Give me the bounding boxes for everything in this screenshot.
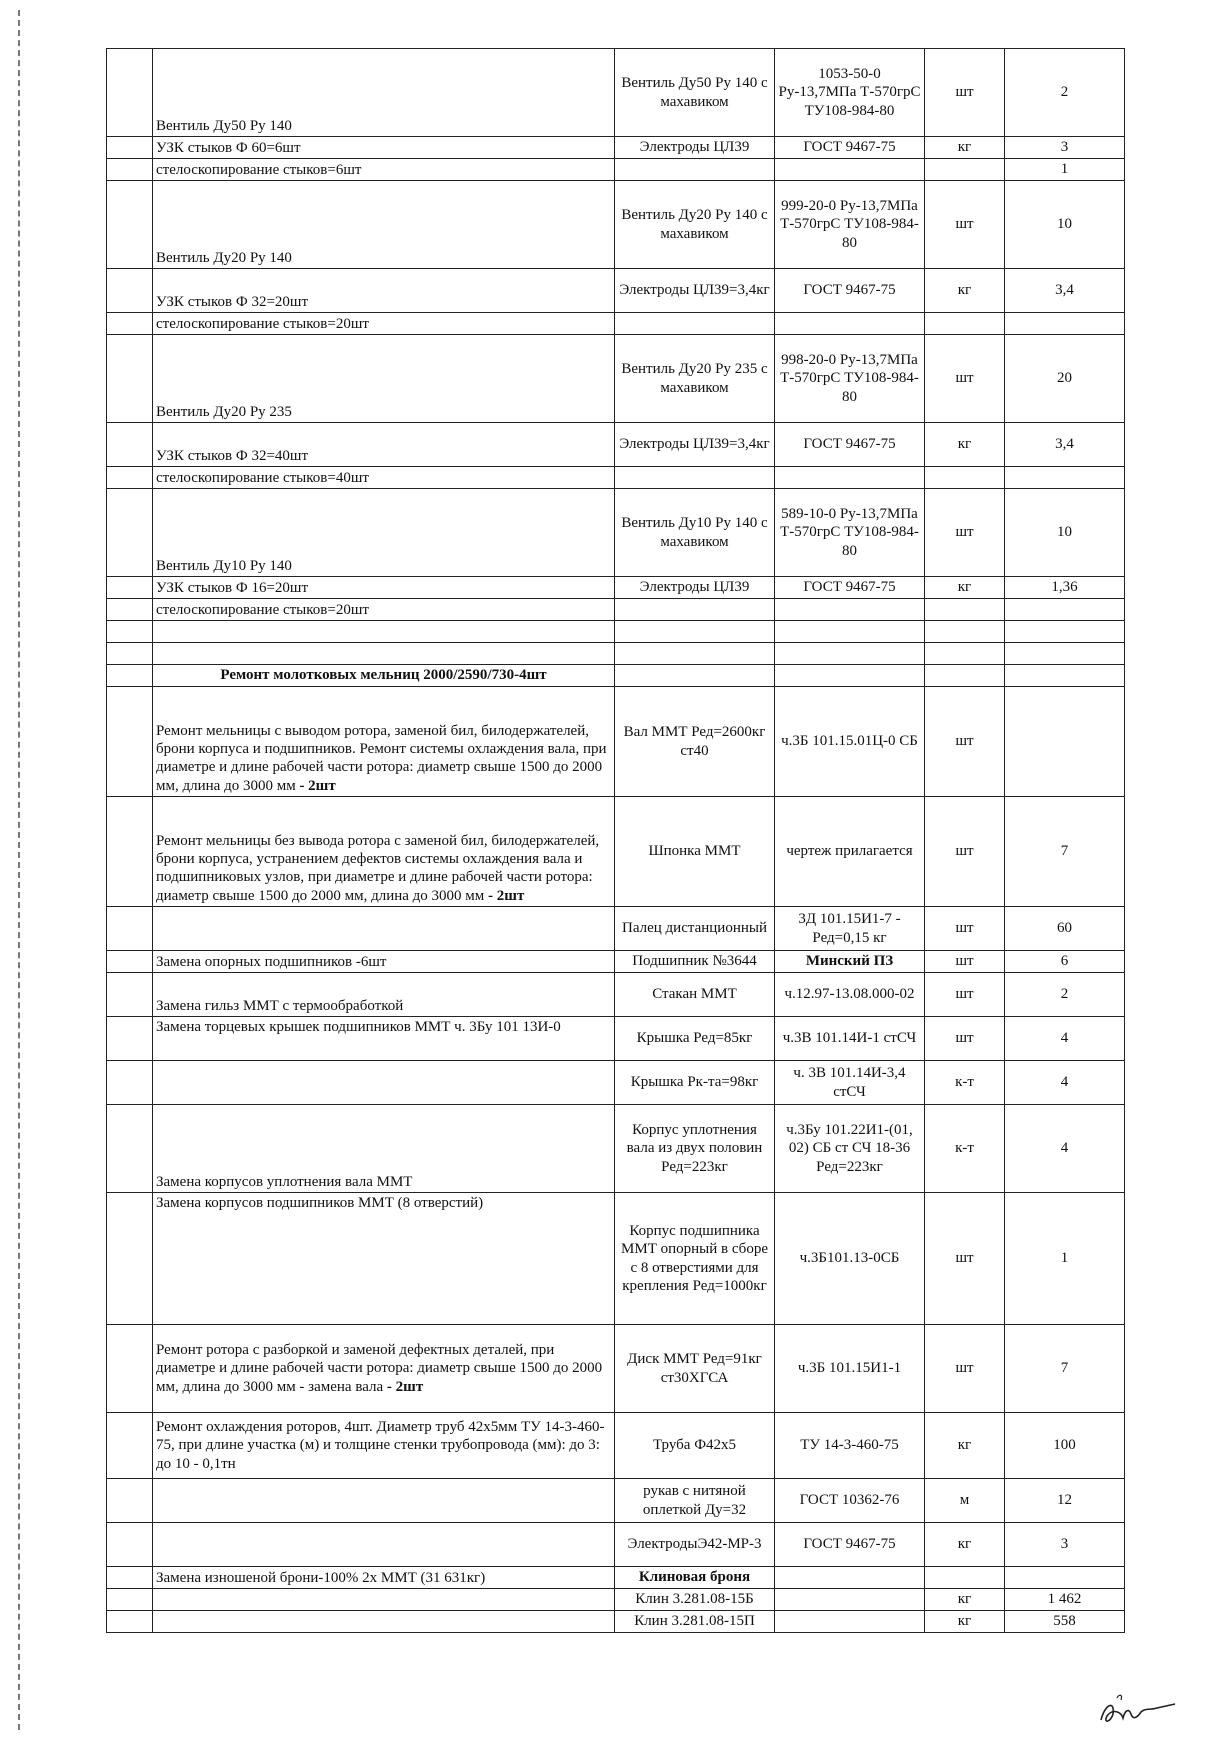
work-description-text: Замена корпусов уплотнения вала ММТ [156, 1173, 413, 1190]
handwritten-signature [1095, 1690, 1185, 1730]
unit-cell: шт [925, 335, 1005, 423]
unit-cell: шт [925, 797, 1005, 907]
work-description-cell [153, 159, 615, 181]
unit-cell: кг [925, 577, 1005, 599]
work-description-text: Вентиль Ду10 Ру 140 [156, 557, 292, 574]
work-description-text: Замена корпусов подшипников ММТ (8 отверстий) [156, 1195, 484, 1211]
material-cell: Вентиль Ду20 Ру 235 с махавиком [615, 335, 775, 423]
table-row [107, 643, 1125, 665]
row-number-cell [107, 907, 153, 951]
work-description-cell [153, 313, 615, 335]
work-description-text: стелоскопирование стыков=40шт [156, 469, 369, 486]
work-description-cell [153, 797, 615, 907]
work-description-cell [153, 1193, 615, 1325]
row-number-cell [107, 269, 153, 313]
unit-cell: шт [925, 1325, 1005, 1413]
row-number-cell [107, 1413, 153, 1479]
row-number-cell [107, 313, 153, 335]
unit-cell: шт [925, 49, 1005, 137]
work-description-text: стелоскопирование стыков=20шт [156, 315, 369, 332]
quantity-cell: 1 462 [1005, 1589, 1125, 1611]
row-number-cell [107, 467, 153, 489]
quantity-cell: 7 [1005, 797, 1125, 907]
work-description-cell [153, 1325, 615, 1413]
unit-cell: к-т [925, 1105, 1005, 1193]
row-number-cell [107, 1523, 153, 1567]
quantity-cell: 6 [1005, 951, 1125, 973]
table-row [107, 467, 1125, 489]
document-cell: Минский ПЗ [775, 951, 925, 973]
material-cell: Электроды ЦЛ39=3,4кг [615, 423, 775, 467]
work-description-cell [153, 1479, 615, 1523]
quantity-cell: 10 [1005, 489, 1125, 577]
quantity-cell: 10 [1005, 181, 1125, 269]
material-cell: Клиновая броня [615, 1567, 775, 1589]
work-description-cell [153, 423, 615, 467]
material-cell [615, 665, 775, 687]
table-row [107, 907, 1125, 951]
row-number-cell [107, 973, 153, 1017]
material-cell: Корпус уплотнения вала из двух половин Ред=223кг [615, 1105, 775, 1193]
table-row [107, 1017, 1125, 1061]
work-description-cell [153, 1611, 615, 1633]
row-number-cell [107, 137, 153, 159]
material-cell: Электроды ЦЛ39=3,4кг [615, 269, 775, 313]
material-cell [615, 621, 775, 643]
document-cell: ГОСТ 9467-75 [775, 269, 925, 313]
table-row [107, 159, 1125, 181]
table-row [107, 1479, 1125, 1523]
material-cell [615, 159, 775, 181]
work-description-cell [153, 599, 615, 621]
work-description-cell [153, 1061, 615, 1105]
quantity-cell: 1 [1005, 1193, 1125, 1325]
unit-cell [925, 159, 1005, 181]
unit-cell [925, 621, 1005, 643]
table-row [107, 1611, 1125, 1633]
table-row [107, 137, 1125, 159]
unit-cell [925, 643, 1005, 665]
row-number-cell [107, 1611, 153, 1633]
table-row [107, 1523, 1125, 1567]
unit-cell [925, 1567, 1005, 1589]
material-cell: Вентиль Ду20 Ру 140 с махавиком [615, 181, 775, 269]
material-cell: Клин 3.281.08-15Б [615, 1589, 775, 1611]
material-cell [615, 643, 775, 665]
table-row [107, 621, 1125, 643]
unit-cell: шт [925, 973, 1005, 1017]
unit-cell [925, 599, 1005, 621]
document-cell: 589-10-0 Ру-13,7МПа Т-570грС ТУ108-984-80 [775, 489, 925, 577]
row-number-cell [107, 1325, 153, 1413]
work-description-cell [153, 137, 615, 159]
material-cell: Стакан ММТ [615, 973, 775, 1017]
quantity-cell: 7 [1005, 1325, 1125, 1413]
document-cell: ГОСТ 9467-75 [775, 1523, 925, 1567]
row-number-cell [107, 1061, 153, 1105]
table-row [107, 577, 1125, 599]
quantity-cell: 3 [1005, 1523, 1125, 1567]
material-cell: Электроды ЦЛ39 [615, 137, 775, 159]
row-number-cell [107, 1193, 153, 1325]
unit-cell: шт [925, 951, 1005, 973]
document-cell: ч.3Б 101.15.01Ц-0 СБ [775, 687, 925, 797]
work-description-text: УЗК стыков Ф 60=6шт [156, 139, 301, 156]
table-row [107, 1413, 1125, 1479]
unit-cell: кг [925, 1589, 1005, 1611]
row-number-cell [107, 643, 153, 665]
material-cell: Клин 3.281.08-15П [615, 1611, 775, 1633]
material-cell: ЭлектродыЭ42-МР-3 [615, 1523, 775, 1567]
work-description-cell [153, 335, 615, 423]
table-row [107, 1061, 1125, 1105]
table-row [107, 1193, 1125, 1325]
material-cell: Подшипник №3644 [615, 951, 775, 973]
quantity-cell: 3,4 [1005, 269, 1125, 313]
work-quantity-note: - 2шт [383, 1378, 424, 1395]
row-number-cell [107, 49, 153, 137]
unit-cell: кг [925, 137, 1005, 159]
work-description-cell [153, 1017, 615, 1061]
work-description-text: Ремонт молотковых мельниц 2000/2590/730-4шт [220, 667, 547, 684]
row-number-cell [107, 599, 153, 621]
material-cell: Диск ММТ Ред=91кг ст30ХГСА [615, 1325, 775, 1413]
work-description-cell [153, 1413, 615, 1479]
row-number-cell [107, 1567, 153, 1589]
work-description-cell [153, 577, 615, 599]
unit-cell [925, 665, 1005, 687]
work-description-cell [153, 973, 615, 1017]
quantity-cell: 4 [1005, 1017, 1125, 1061]
table-row [107, 1325, 1125, 1413]
work-description-text: Вентиль Ду20 Ру 235 [156, 403, 292, 420]
document-cell: 998-20-0 Ру-13,7МПа Т-570грС ТУ108-984-80 [775, 335, 925, 423]
work-description-text: Вентиль Ду50 Ру 140 [156, 117, 292, 134]
work-description-cell [153, 269, 615, 313]
material-cell: Труба Ф42х5 [615, 1413, 775, 1479]
table-row [107, 335, 1125, 423]
work-description-cell [153, 643, 615, 665]
document-cell: 3Д 101.15И1-7 - Ред=0,15 кг [775, 907, 925, 951]
work-description-cell [153, 951, 615, 973]
unit-cell: кг [925, 1413, 1005, 1479]
material-cell [615, 467, 775, 489]
quantity-cell [1005, 643, 1125, 665]
quantity-cell: 20 [1005, 335, 1125, 423]
work-quantity-note: - 2шт [295, 777, 336, 794]
work-quantity-note: - 2шт [484, 887, 525, 904]
quantity-cell: 1 [1005, 159, 1125, 181]
work-description-text: Вентиль Ду20 Ру 140 [156, 249, 292, 266]
unit-cell [925, 467, 1005, 489]
row-number-cell [107, 489, 153, 577]
work-description-text: УЗК стыков Ф 16=20шт [156, 579, 309, 596]
quantity-cell: 12 [1005, 1479, 1125, 1523]
material-cell: Электроды ЦЛ39 [615, 577, 775, 599]
work-description-text: Замена опорных подшипников -6шт [156, 953, 387, 970]
quantity-cell: 3 [1005, 137, 1125, 159]
material-cell: Вентиль Ду50 Ру 140 с махавиком [615, 49, 775, 137]
row-number-cell [107, 621, 153, 643]
work-description-cell [153, 621, 615, 643]
work-description-text: Ремонт мельницы с выводом ротора, заменой бил, билодержателей, брони корпуса и подшипников. Ремонт системы охлаждения вала, при диаметре и длине рабочей части ротора: диаметр свыше 1500 до 2000 мм, длина до 3000 мм [156, 722, 607, 794]
material-cell: Вал ММТ Ред=2600кг ст40 [615, 687, 775, 797]
quantity-cell: 2 [1005, 973, 1125, 1017]
row-number-cell [107, 577, 153, 599]
section-header-row [107, 665, 1125, 687]
unit-cell: шт [925, 181, 1005, 269]
material-cell [615, 599, 775, 621]
quantity-cell [1005, 665, 1125, 687]
table-row [107, 687, 1125, 797]
work-description-text: Ремонт охлаждения роторов, 4шт. Диаметр труб 42х5мм ТУ 14-3-460-75, при длине участка (м) и толщине стенки трубопровода (мм): до 3: до 10 - 0,1тн [156, 1419, 605, 1472]
material-cell [615, 313, 775, 335]
row-number-cell [107, 797, 153, 907]
work-description-cell [153, 1567, 615, 1589]
document-cell: 999-20-0 Ру-13,7МПа Т-570грС ТУ108-984-80 [775, 181, 925, 269]
row-number-cell [107, 335, 153, 423]
work-description-cell [153, 1589, 615, 1611]
quantity-cell [1005, 1567, 1125, 1589]
work-description-cell [153, 181, 615, 269]
document-cell: ГОСТ 9467-75 [775, 137, 925, 159]
document-cell: ГОСТ 10362-76 [775, 1479, 925, 1523]
work-description-cell [153, 665, 615, 687]
table-row [107, 1589, 1125, 1611]
row-number-cell [107, 1589, 153, 1611]
document-cell: ч.3Бу 101.22И1-(01, 02) СБ ст СЧ 18-36 Ред=223кг [775, 1105, 925, 1193]
binding-edge-line [18, 10, 20, 1730]
quantity-cell: 4 [1005, 1105, 1125, 1193]
work-description-text: Замена торцевых крышек подшипников ММТ ч. 3Бу 101 13И-0 [156, 1019, 561, 1035]
table-row [107, 951, 1125, 973]
quantity-cell [1005, 621, 1125, 643]
unit-cell: м [925, 1479, 1005, 1523]
table-row [107, 181, 1125, 269]
work-description-cell [153, 1523, 615, 1567]
document-cell [775, 1611, 925, 1633]
quantity-cell [1005, 467, 1125, 489]
works-table [106, 48, 1125, 1633]
document-cell [775, 313, 925, 335]
quantity-cell: 2 [1005, 49, 1125, 137]
table-row [107, 49, 1125, 137]
document-cell [775, 1567, 925, 1589]
table-row [107, 973, 1125, 1017]
unit-cell: кг [925, 423, 1005, 467]
unit-cell [925, 313, 1005, 335]
document-cell: ч.3Б101.13-0СБ [775, 1193, 925, 1325]
unit-cell: шт [925, 907, 1005, 951]
table-row [107, 1105, 1125, 1193]
quantity-cell: 558 [1005, 1611, 1125, 1633]
document-cell: ч.3Б 101.15И1-1 [775, 1325, 925, 1413]
row-number-cell [107, 159, 153, 181]
material-cell: Шпонка ММТ [615, 797, 775, 907]
document-cell [775, 1589, 925, 1611]
row-number-cell [107, 181, 153, 269]
document-cell: чертеж прилагается [775, 797, 925, 907]
table-row [107, 489, 1125, 577]
work-description-cell [153, 467, 615, 489]
work-description-text: УЗК стыков Ф 32=20шт [156, 293, 309, 310]
document-cell [775, 621, 925, 643]
quantity-cell [1005, 687, 1125, 797]
unit-cell: шт [925, 1193, 1005, 1325]
work-description-text: стелоскопирование стыков=20шт [156, 601, 369, 618]
material-cell: Корпус подшипника ММТ опорный в сборе с 8 отверстиями для крепления Ред=1000кг [615, 1193, 775, 1325]
unit-cell: шт [925, 687, 1005, 797]
material-cell: Крышка Рк-та=98кг [615, 1061, 775, 1105]
table-row [107, 423, 1125, 467]
quantity-cell: 4 [1005, 1061, 1125, 1105]
work-description-cell [153, 489, 615, 577]
table-row [107, 599, 1125, 621]
quantity-cell: 1,36 [1005, 577, 1125, 599]
document-cell: ч. 3В 101.14И-3,4 стСЧ [775, 1061, 925, 1105]
unit-cell: кг [925, 269, 1005, 313]
document-cell: ГОСТ 9467-75 [775, 577, 925, 599]
works-table-body [107, 49, 1125, 1633]
row-number-cell [107, 951, 153, 973]
work-description-cell [153, 49, 615, 137]
unit-cell: к-т [925, 1061, 1005, 1105]
quantity-cell [1005, 313, 1125, 335]
row-number-cell [107, 1479, 153, 1523]
document-cell [775, 599, 925, 621]
unit-cell: шт [925, 1017, 1005, 1061]
quantity-cell: 3,4 [1005, 423, 1125, 467]
document-cell: ТУ 14-3-460-75 [775, 1413, 925, 1479]
material-cell: рукав с нитяной оплеткой Ду=32 [615, 1479, 775, 1523]
table-row [107, 797, 1125, 907]
row-number-cell [107, 1017, 153, 1061]
row-number-cell [107, 423, 153, 467]
unit-cell: кг [925, 1523, 1005, 1567]
unit-cell: кг [925, 1611, 1005, 1633]
work-description-text: Замена гильз ММТ с термообработкой [156, 997, 404, 1014]
work-description-text: Ремонт ротора с разборкой и заменой дефектных деталей, при диаметре и длине рабочей части ротора: диаметр свыше 1500 до 2000 мм, длина до 3000 мм - замена вала [156, 1342, 603, 1395]
document-cell: 1053-50-0 Ру-13,7МПа Т-570грС ТУ108-984-80 [775, 49, 925, 137]
table-row [107, 313, 1125, 335]
material-cell: Крышка Ред=85кг [615, 1017, 775, 1061]
material-cell: Вентиль Ду10 Ру 140 с махавиком [615, 489, 775, 577]
work-description-cell [153, 687, 615, 797]
row-number-cell [107, 665, 153, 687]
document-cell: ГОСТ 9467-75 [775, 423, 925, 467]
document-cell [775, 643, 925, 665]
work-description-cell [153, 1105, 615, 1193]
material-cell: Палец дистанционный [615, 907, 775, 951]
document-cell [775, 159, 925, 181]
quantity-cell: 60 [1005, 907, 1125, 951]
document-cell: ч.3В 101.14И-1 стСЧ [775, 1017, 925, 1061]
unit-cell: шт [925, 489, 1005, 577]
work-description-text: Ремонт мельницы без вывода ротора с заменой бил, билодержателей, брони корпуса, устранением дефектов системы охлаждения вала и подшипниковых узлов, при диаметре и длине рабочей части ротора: диаметр свыше 1500 до 2000 мм, длина до 3000 мм [156, 832, 600, 904]
document-cell: ч.12.97-13.08.000-02 [775, 973, 925, 1017]
row-number-cell [107, 1105, 153, 1193]
work-description-text: стелоскопирование стыков=6шт [156, 161, 362, 178]
quantity-cell [1005, 599, 1125, 621]
table-row [107, 1567, 1125, 1589]
row-number-cell [107, 687, 153, 797]
document-cell [775, 665, 925, 687]
work-description-text: УЗК стыков Ф 32=40шт [156, 447, 309, 464]
table-row [107, 269, 1125, 313]
work-description-text: Замена изношеной брони-100% 2х ММТ (31 631кг) [156, 1569, 486, 1586]
quantity-cell: 100 [1005, 1413, 1125, 1479]
document-cell [775, 467, 925, 489]
work-description-cell [153, 907, 615, 951]
